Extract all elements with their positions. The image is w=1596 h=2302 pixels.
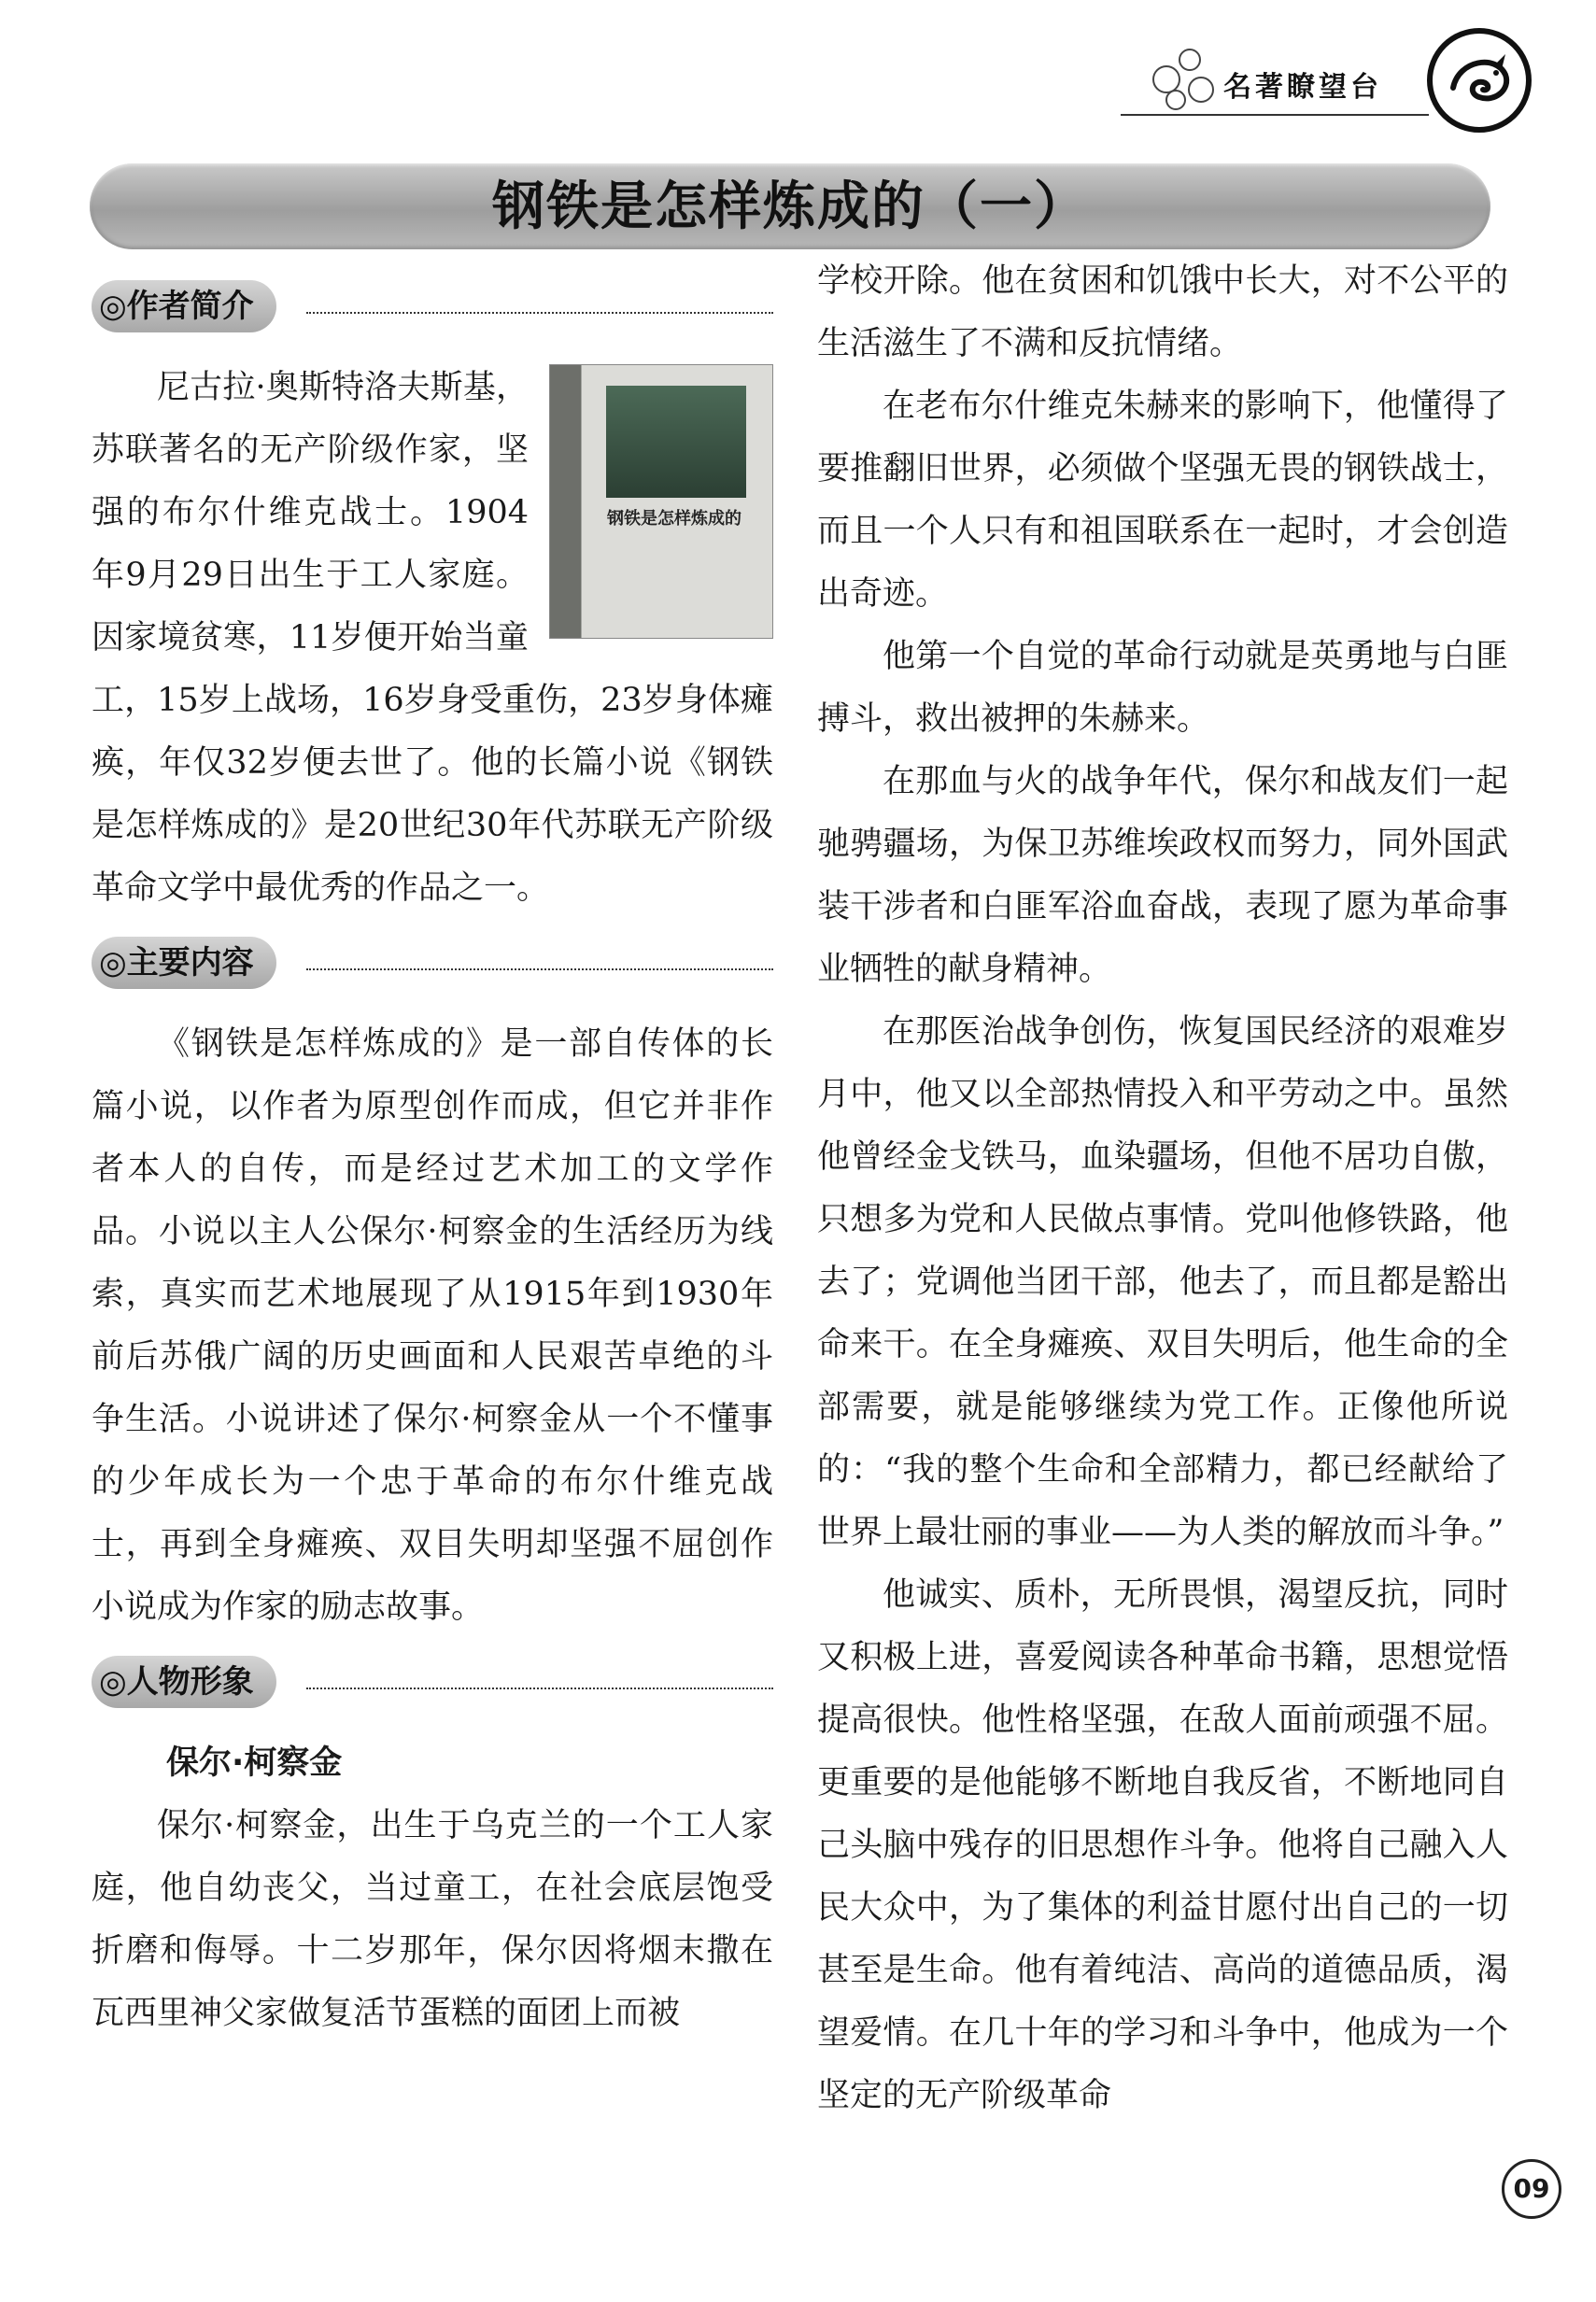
content-paragraph: 《钢铁是怎样炼成的》是一部自传体的长篇小说，以作者为原型创作而成，但它并非作者本人的自传，而是经过艺术加工的文学作品。小说以主人公保尔·柯察金的生活经历为线索，真实而艺术地展现了从1915年到1930年前后苏俄广阔的历史画面和人民艰苦卓绝的斗争生活。小说讲述了保尔·柯察金从一个不懂事的少年成长为一个忠于革命的布尔什维克战士，再到全身瘫痪、双目失明却坚强不屈创作小说成为作家的励志故事。 xyxy=(92,1025,773,1626)
page-number: 09 xyxy=(1502,2159,1561,2219)
character-paragraph: 保尔·柯察金，出生于乌克兰的一个工人家庭，他自幼丧父，当过童工，在社会底层饱受折磨和侮辱。十二岁那年，保尔因将烟末撒在瓦西里神父家做复活节蛋糕的面团上而被 xyxy=(92,1807,773,2032)
book-cover-title: 钢铁是怎样炼成的 xyxy=(607,509,742,529)
body-paragraph: 在那医治战争创伤，恢复国民经济的艰难岁月中，他又以全部热情投入和平劳动之中。虽然他曾经金戈铁马，血染疆场，但他不居功自傲，只想多为党和人民做点事情。党叫他修铁路，他去了；党调他当团干部，他去了，而且都是豁出命来干。在全身瘫痪、双目失明后，他生命的全部需要，就是能够继续为党工作。正像他所说的：“我的整个生命和全部精力，都已经献给了世界上最壮丽的事业——为人类的解放而斗争。” xyxy=(817,1013,1508,1551)
dotted-divider xyxy=(306,968,773,970)
header-bubble xyxy=(1165,90,1186,110)
section-characters-header xyxy=(92,1652,773,1712)
section-heading: ◎主要内容 xyxy=(92,937,276,989)
book-cover-illustration xyxy=(606,386,746,498)
header-bubble xyxy=(1179,49,1201,71)
author-paragraph: 尼古拉·奥斯特洛夫斯基，苏联著名的无产阶级作家，坚强的布尔什维克战士。1904年9月29日出生于工人家庭。因家境贫寒，11岁便开始当童工，15岁上战场，16岁身受重伤，23岁身体瘫痪，年仅32岁便去世了。他的长篇小说《钢铁是怎样炼成的》是20世纪30年代苏联无产阶级革命文学中最优秀的作品之一。 xyxy=(92,369,773,907)
dotted-divider xyxy=(306,1688,773,1689)
dragon-emblem-icon xyxy=(1427,28,1532,133)
section-content-header xyxy=(92,933,773,993)
body-paragraph: 学校开除。他在贫困和饥饿中长大，对不公平的生活滋生了不满和反抗情绪。 xyxy=(817,262,1508,362)
right-column xyxy=(817,250,1508,2127)
body-paragraph: 在那血与火的战争年代，保尔和战友们一起驰骋疆场，为保卫苏维埃政权而努力，同外国武装干涉者和白匪军浴血奋战，表现了愿为革命事业牺牲的献身精神。 xyxy=(817,763,1508,988)
header-underline xyxy=(1121,114,1429,116)
header-bubble xyxy=(1188,77,1214,103)
section-author-header xyxy=(92,276,773,336)
character-name: 保尔·柯察金 xyxy=(166,1744,343,1782)
body-paragraph: 在老布尔什维克朱赫来的影响下，他懂得了要推翻旧世界，必须做个坚强无畏的钢铁战士，而且一个人只有和祖国联系在一起时，才会创造出奇迹。 xyxy=(817,388,1508,613)
dotted-divider xyxy=(306,312,773,314)
section-heading: ◎人物形象 xyxy=(92,1656,276,1708)
header-label: 名著瞭望台 xyxy=(1223,71,1382,104)
body-paragraph: 他第一个自觉的革命行动就是英勇地与白匪搏斗，救出被押的朱赫来。 xyxy=(817,638,1508,738)
section-heading: ◎作者简介 xyxy=(92,280,276,332)
body-paragraph: 他诚实、质朴，无所畏惧，渴望反抗，同时又积极上进，喜爱阅读各种革命书籍，思想觉悟提高很快。他性格坚强，在敌人面前顽强不屈。更重要的是他能够不断地自我反省，不断地同自己头脑中残存的旧思想作斗争。他将自己融入人民大众中，为了集体的利益甘愿付出自己的一切甚至是生命。他有着纯洁、高尚的道德品质，渴望爱情。在几十年的学习和斗争中，他成为一个坚定的无产阶级革命 xyxy=(817,1576,1508,2114)
book-cover-image xyxy=(549,364,773,639)
page-title: 钢铁是怎样炼成的（一） xyxy=(492,176,1088,237)
left-column xyxy=(92,271,773,2045)
